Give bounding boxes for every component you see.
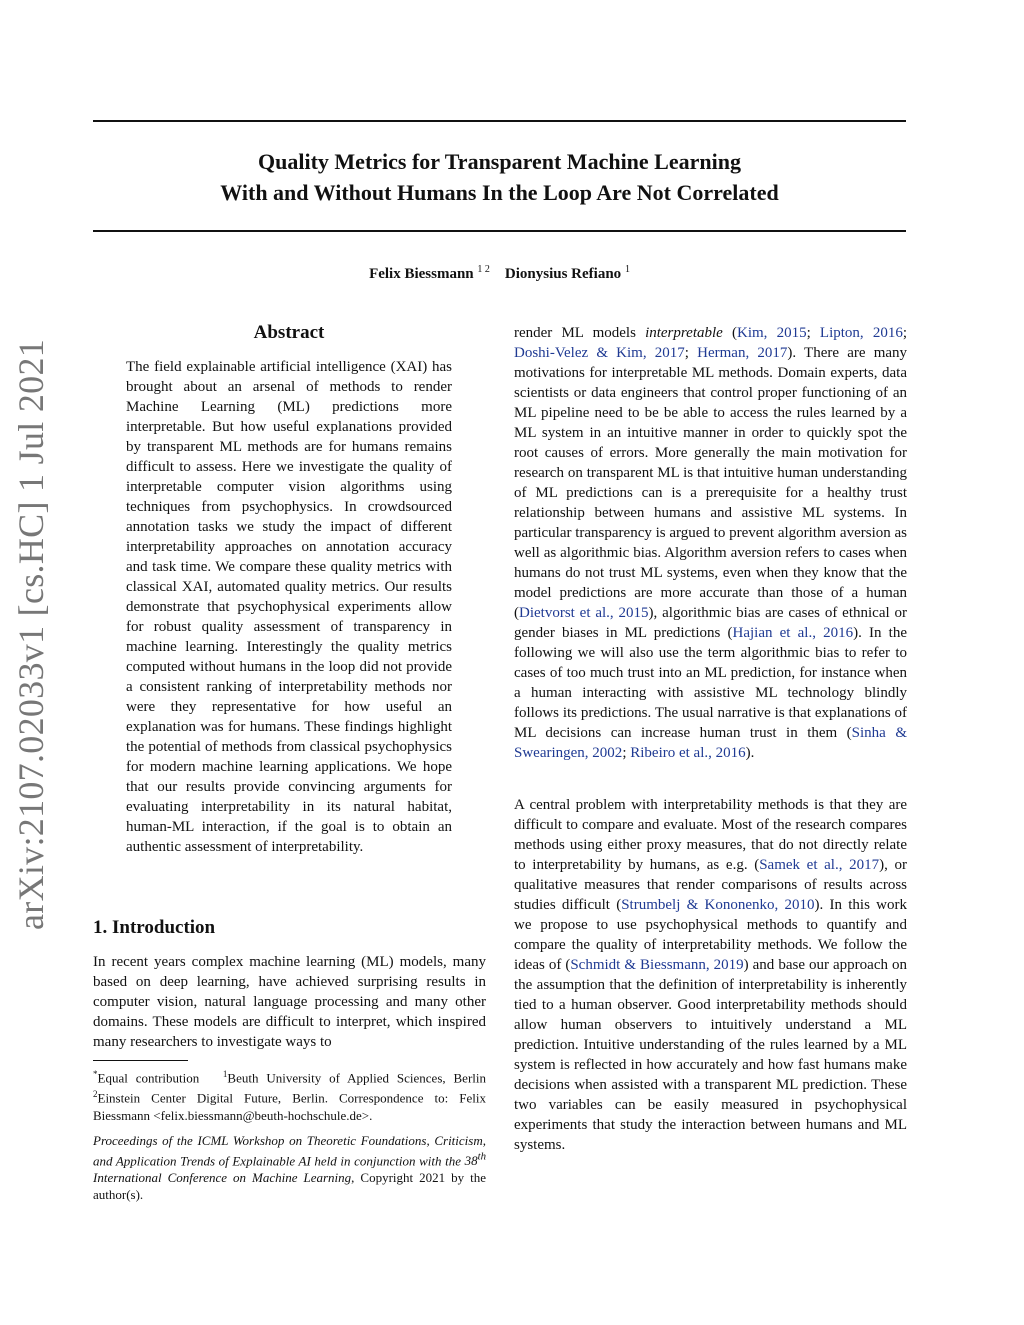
author-list (93, 264, 906, 283)
abstract-text: The field explainable artificial intelligence (XAI) has brought about an arsenal of methods to render Machine Learning (ML) predictions more interpretable. But how useful explanations provided by transparent ML methods are for humans remains difficult to assess. Here we investigate the quality of interpretable computer vision algorithms using techniques from psychophysics. In crowdsourced annotation tasks we study the impact of different interpretability approaches on annotation accuracy and task time. We compare these quality metrics with classical XAI, automated quality metrics. Our results demonstrate that psychophysical experiments allow for robust quality assessment of transparency in machine learning. Interestingly the quality metrics computed without humans in the loop did not provide a consistent ranking of interpretability methods nor were they representative for how useful an explanation was for humans. These findings highlight the potential of methods from classical psychophysics for modern machine learning applications. We hope that our results provide convincing arguments for evaluating interpretability in its natural habitat, human-ML interaction, if the goal is to obtain an authentic assessment of interpretability. (126, 359, 452, 855)
text-run: interpretable (645, 325, 723, 341)
footnote-mark: 2 (93, 1089, 98, 1100)
proceedings-conference: International Conference on Machine Learning (93, 1170, 352, 1186)
citation-link[interactable]: Lipton, 2016 (819, 325, 903, 341)
ordinal-number: 38 (464, 1153, 478, 1169)
intro-paragraph-1: render ML models interpretable (Kim, 2015; Lipton, 2016; Doshi-Velez & Kim, 2017; Herman, 2017). There are many motivations for interpretable ML methods. Domain experts, data scientists or data engineers that control proper functioning of an ML pipeline need to be be able to access the rules learned by a ML system in an intuitive manner in order to quickly spot the root causes of errors. More generally the main motivation for research on transparent ML is that intuitive human understanding of ML predictions can is a prerequisite for a healthy trust relationship between humans and assistive ML systems. In particular transparency is argued to prevent algorithm aversion as well as algorithmic bias. Algorithm aversion refers to cases when humans do not trust ML systems, even when they know that the model predictions are more accurate than those of a human (Dietvorst et al., 2015), algorithmic bias are cases of ethnical or gender biases in ML predictions (Hajian et al., 2016). In the following we will also use the term algorithmic bias to refer to cases of too much trust into an ML prediction, for instance when a human interacting with assistive ML technology blindly follows its predictions. The usual narrative is that explanations of ML decisions can increase human trust in them (Sinha & Swearingen, 2002; Ribeiro et al., 2016). (514, 325, 908, 761)
citation-link[interactable]: Ribeiro et al., 2016 (630, 745, 746, 761)
citation-link[interactable]: Samek et al., 2017 (759, 857, 880, 873)
footnote-affiliation: Einstein Center Digital Future, Berlin. Correspondence to: Felix Biessmann <felix.biessmann@beuth-hochschule.de>. (93, 1090, 486, 1123)
citation-link[interactable]: Hajian et al., 2016 (732, 625, 854, 641)
introduction-heading: 1. Introduction (93, 917, 216, 938)
title-bottom-rule (93, 230, 906, 232)
footnote-affiliation: Beuth University of Applied Sciences, Berlin (227, 1070, 487, 1086)
footnote (93, 1066, 486, 1124)
footnote-equal: Equal contribution (97, 1070, 200, 1086)
footnote-mark: * (93, 1069, 98, 1079)
text-run: ). (745, 745, 755, 761)
citation-link[interactable]: Strumbelj & Kononenko, 2010 (621, 897, 815, 913)
intro-paragraph-2 (514, 795, 907, 1155)
citation-link[interactable]: Sinha & Swearingen, 2002 (514, 725, 907, 761)
text-run: A central problem with interpretability methods is that they are difficult to compare and evaluate. Most of the research compares methods using either proxy measures, that do not directly relate to interpretability by humans, as e.g. ( (514, 797, 907, 873)
text-run: ). In this work we propose to use psychophysical methods to quantify and compare the quality of interpretability methods. We follow the ideas of ( (514, 897, 907, 973)
text-run: render ML models (514, 325, 646, 341)
author-name: Felix Biessmann (369, 266, 474, 282)
text-run: ) and base our approach on the assumption that the definition of interpretability is inherently tied to a human observer. Good interpretability methods should allow human observers to intuitively understand a ML prediction. Intuitive understanding of the rules learned by a ML system is reflected in how accurately and how fast humans make decisions when assisted with a transparent ML prediction. These two variables can be easily measured in psychophysical experiments that study the interaction between humans and ML systems. (514, 957, 907, 1153)
title-line-2: With and Without Humans In the Loop Are Not Correlated (220, 180, 779, 205)
proceedings-ordinal (465, 1153, 486, 1168)
introduction-text: In recent years complex machine learning (ML) models, many based on deep learning, have achieved surprising results in computer vision, natural language processing and many other domains. These models are difficult to interpret, which inspired many researchers to investigate ways to (93, 954, 486, 1050)
author-affiliation: 1 2 (477, 264, 490, 275)
citation-link[interactable]: Doshi-Velez & Kim, 2017 (514, 345, 685, 361)
footnote-mark: 1 (222, 1069, 228, 1079)
proceedings-venue: Proceedings of the ICML Workshop on Theoretic Foundations, Criticism, and Application Trends of Explainable AI held in conjunction with the (93, 1133, 486, 1169)
citation-link[interactable]: Kim, 2015 (736, 325, 807, 341)
text-run: ). In the following we will also use the term algorithmic bias to refer to cases of too much trust into an ML prediction, for instance when a human interacting with assistive ML technology blindly follows its predictions. The usual narrative is that explanations of ML decisions can increase human trust in them ( (514, 625, 907, 741)
ordinal-suffix: th (477, 1151, 487, 1163)
text-run: ( (722, 325, 737, 341)
text-run: ). There are many motivations for interpretable ML methods. Domain experts, data scientists or data engineers that control proper functioning of an ML pipeline need to be be able to access the rules learned by a ML system in an intuitive manner in order to quickly spot the root causes of errors. More generally the main motivation for research on transparent ML is that intuitive human understanding of ML predictions can is a prerequisite for a healthy trust relationship between humans and assistive ML systems. In particular transparency is argued to prevent algorithm aversion as well as algorithmic bias. Algorithm aversion refers to cases when humans do not trust ML systems, even when they know that the model predictions are more accurate than those of a human ( (514, 345, 908, 621)
proceedings-copyright: , Copyright 2021 by the author(s). (93, 1170, 486, 1203)
title-line-1: Quality Metrics for Transparent Machine Learning (258, 149, 741, 174)
abstract-heading: Abstract (253, 322, 325, 343)
paper-title (93, 146, 906, 208)
citation-link[interactable]: Schmidt & Biessmann, 2019 (570, 957, 744, 973)
author-affiliation: 1 (624, 264, 630, 275)
text-run: ), algorithmic bias are cases of ethnical or gender biases in ML predictions ( (514, 605, 907, 641)
arxiv-side-stamp: arXiv:2107.02033v1 [cs.HC] 1 Jul 2021 (11, 338, 51, 930)
title-top-rule (93, 120, 906, 122)
footnote-rule (93, 1060, 188, 1061)
citation-link[interactable]: Dietvorst et al., 2015 (519, 605, 649, 621)
author-name: Dionysius Refiano (504, 266, 622, 282)
proceedings-note (93, 1132, 486, 1203)
text-run: ), or qualitative measures that render comparisons of results across studies difficult ( (514, 857, 907, 913)
citation-link[interactable]: Herman, 2017 (697, 345, 788, 361)
